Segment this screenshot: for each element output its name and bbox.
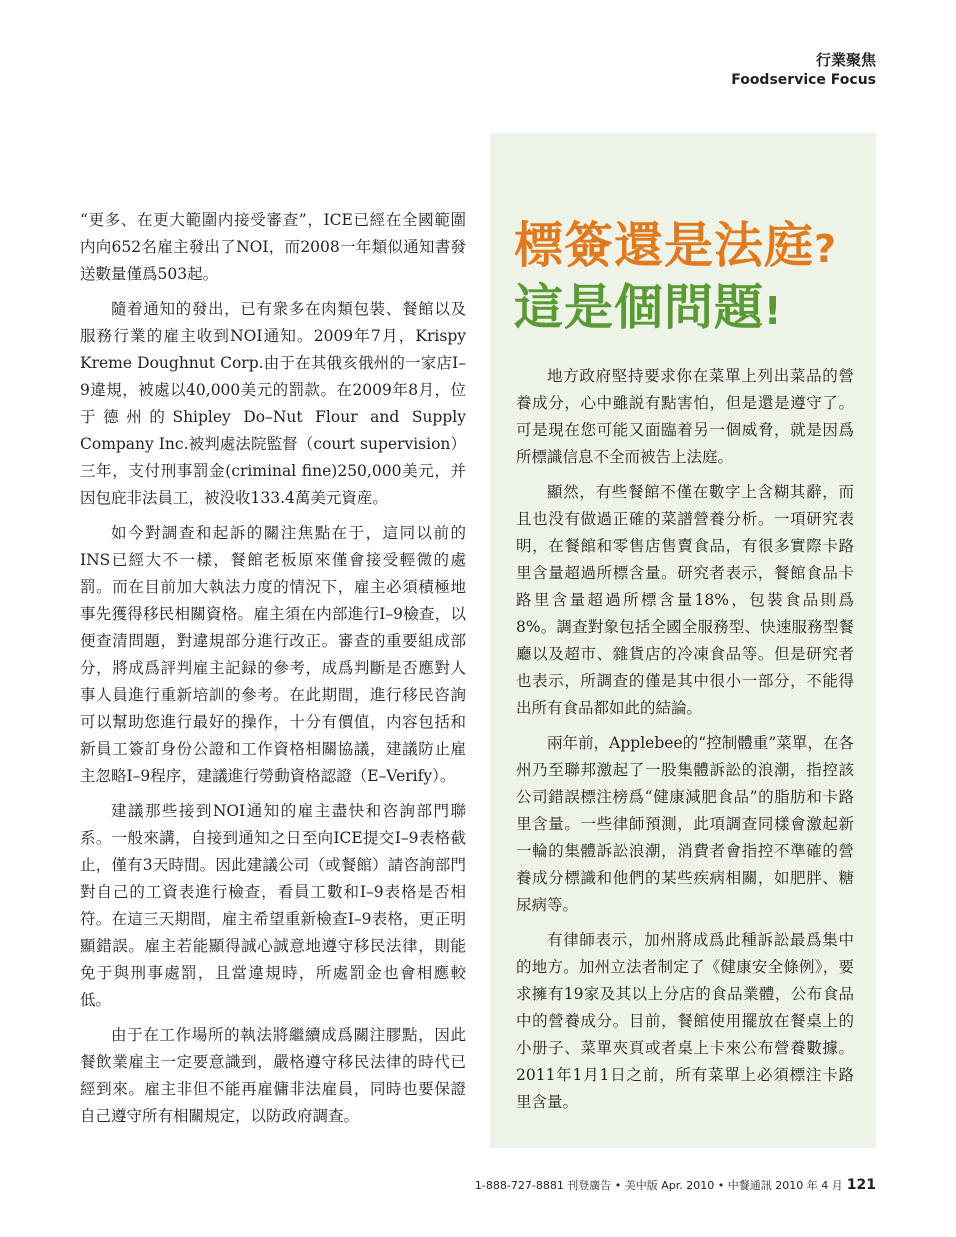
main-article-column	[80, 207, 466, 1138]
page-number: 121	[846, 1177, 876, 1193]
page-footer	[475, 1177, 876, 1193]
section-header	[731, 50, 876, 90]
article-paragraph: 建議那些接到NOI通知的雇主盡快和咨詢部門聯系。一般來講，自接到通知之日至向ICE提交I–9表格截止，僅有3天時間。因此建議公司（或餐館）請咨詢部門對自己的工資表進行檢查，看員工數和I–9表格是否相符。在這三天期間，雇主希望重新檢查I–9表格，更正明顯錯誤。雇主若能顯得誠心誠意地遵守移民法律，則能免于與刑事處罰，且當違規時，所處罰金也會相應較低。	[80, 802, 466, 1009]
article-paragraph: 由于在工作場所的執法將繼續成爲關注膠點，因此餐飲業雇主一定要意識到，嚴格遵守移民法律的時代已經到來。雇主非但不能再雇傭非法雇員，同時也要保證自己遵守所有相關規定，以防政府調查。	[80, 1026, 466, 1125]
sidebar-body	[516, 363, 854, 1124]
headline-question-mark: ?	[814, 227, 838, 271]
sidebar-headline	[514, 217, 874, 341]
footer-text: 1-888-727-8881 刊登廣告 • 美中版 Apr. 2010 • 中餐通訊 2010 年 4 月	[474, 1179, 843, 1192]
headline-line-2-text: 這是個問題	[514, 279, 765, 336]
section-title-zh: 行業聚焦	[815, 51, 876, 69]
headline-line-1-text: 標簽還是法庭	[514, 217, 815, 274]
article-paragraph: 隨着通知的發出，已有衆多在肉類包裝、餐館以及服務行業的雇主收到NOI通知。2009年7月，Krispy Kreme Doughnut Corp.由于在其俄亥俄州的一家店I–9違規，被處以40,000美元的罰款。在2009年8月，位于德州的Shipley Do–Nut Flour and Supply Company Inc.被判處法院監督（court supervision）三年，支付刑事罰金(criminal fine)250,000美元，并因包庇非法員工，被没收133.4萬美元資産。	[80, 300, 466, 507]
article-paragraph: “更多、在更大範圍内接受審查”，ICE已經在全國範圍内向652名雇主發出了NOI，而2008一年類似通知書發送數量僅爲503起。	[80, 211, 466, 283]
section-title-en: Foodservice Focus	[731, 72, 876, 88]
sidebar-paragraph: 地方政府堅持要求你在菜單上列出菜品的營養成分，心中雖説有點害怕，但是還是遵守了。可是現在您可能又面臨着另一個威脅，就是因爲所標識信息不全而被告上法庭。	[516, 367, 854, 466]
sidebar-paragraph: 兩年前，Applebee的“控制體重”菜單，在各州乃至聯邦激起了一股集體訴訟的浪潮，指控該公司錯誤標注榜爲“健康減肥食品”的脂肪和卡路里含量。一些律師預測，此項調查同樣會激起新一輪的集體訴訟浪潮，消費者會指控不準確的營養成分標識和他們的某些疾病相關，如肥胖、糖尿病等。	[516, 734, 854, 914]
headline-line-1	[514, 217, 874, 278]
sidebar-paragraph: 顯然，有些餐館不僅在數字上含糊其辭，而且也没有做過正確的菜譜營養分析。一項研究表明，在餐館和零售店售賣食品，有很多實際卡路里含量超過所標含量。研究者表示，餐館食品卡路里含量超過所標含量18%，包裝食品則爲8%。調查對象包括全國全服務型、快速服務型餐廳以及超市、雜貨店的冷凍食品等。但是研究者也表示，所調查的僅是其中很小一部分，不能得出所有食品都如此的結論。	[516, 483, 854, 717]
article-paragraph: 如今對調查和起訴的關注焦點在于，這同以前的INS已經大不一樣，餐館老板原來僅會接受輕微的處罰。而在目前加大執法力度的情況下，雇主必須積極地事先獲得移民相關資格。雇主須在内部進行I–9檢查，以便查清問題，對違規部分進行改正。審查的重要組成部分，將成爲評判雇主記録的參考，成爲判斷是否應對人事人員進行重新培訓的參考。在此期間，進行移民咨詢可以幫助您進行最好的操作，十分有價值，内容包括和新員工簽訂身份公證和工作資格相關協議，建議防止雇主忽略I–9程序，建議進行勞動資格認證（E–Verify）。	[80, 524, 466, 785]
sidebar-article	[490, 133, 876, 1148]
sidebar-paragraph: 有律師表示，加州將成爲此種訴訟最爲集中的地方。加州立法者制定了《健康安全條例》，要求擁有19家及其以上分店的食品業體，公布食品中的營養成分。目前，餐館使用擺放在餐桌上的小册子、菜單夾頁或者桌上卡來公布營養數據。2011年1月1日之前，所有菜單上必須標注卡路里含量。	[516, 931, 854, 1111]
headline-exclamation-mark: !	[764, 289, 783, 333]
headline-line-2	[514, 278, 874, 341]
